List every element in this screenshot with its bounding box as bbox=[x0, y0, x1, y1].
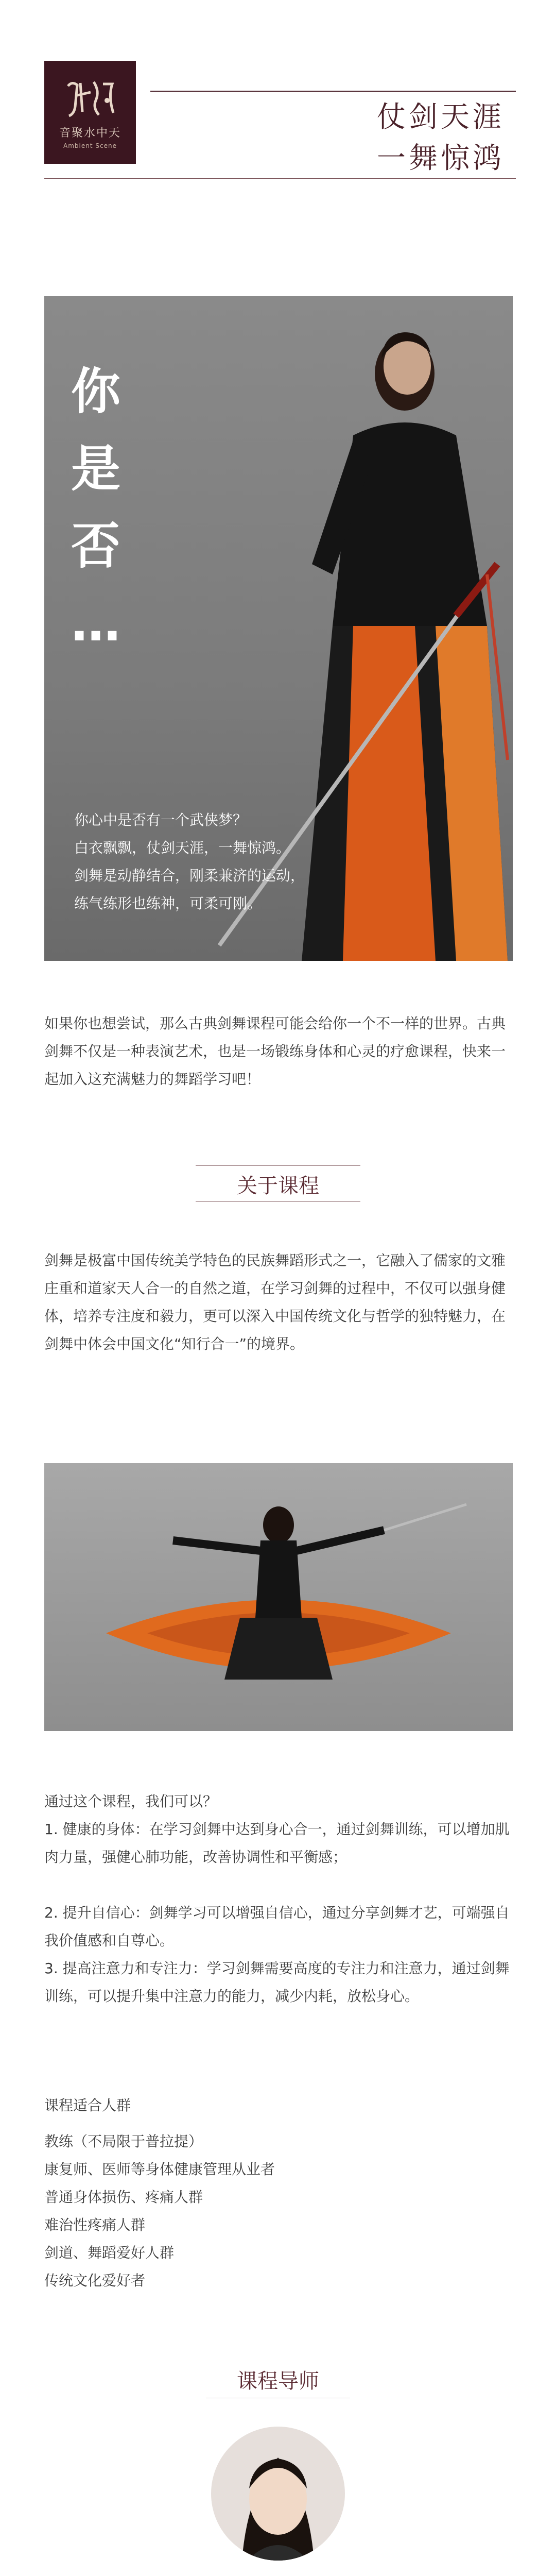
hero-headline bbox=[71, 353, 143, 662]
header-title-line1: 仗剑天涯 bbox=[377, 100, 505, 134]
audience-heading: 课程适合人群 bbox=[44, 2097, 131, 2114]
audience-item: 难治性疼痛人群 bbox=[44, 2216, 146, 2233]
benefit-item-3: 3. 提高注意力和专注力：学习剑舞需要高度的专注力和注意力，通过剑舞训练，可以提升集中注意力的能力，减少内耗，放松身心。 bbox=[44, 1960, 510, 2005]
benefit-item-2: 2. 提升自信心：剑舞学习可以增强自信心，通过分享剑舞才艺，可端强自我价值感和自尊心。 bbox=[44, 1904, 510, 1949]
hero-line-4: 练气练形也练神，可柔可刚。 bbox=[74, 895, 262, 912]
dancer-spin-illustration bbox=[44, 1463, 513, 1731]
hero-line-3: 剑舞是动静结合，刚柔兼济的运动， bbox=[74, 867, 305, 884]
benefits-heading: 通过这个课程，我们可以？ bbox=[44, 1793, 218, 1810]
audience-item: 剑道、舞蹈爱好人群 bbox=[44, 2244, 175, 2261]
logo-en-text: Ambient Scene bbox=[63, 142, 117, 149]
about-divider-bottom bbox=[196, 1201, 360, 1202]
hero-char-1: 你 bbox=[71, 363, 120, 420]
header-title-line2: 一舞惊鸿 bbox=[377, 142, 505, 175]
intro-paragraph: 如果你也想尝试，那么古典剑舞课程可能会给你一个不一样的世界。古典剑舞不仅是一种表演艺术，也是一场锻练身体和心灵的疗愈课程，快来一起加入这充满魅力的舞蹈学习吧！ bbox=[44, 1015, 506, 1088]
hero-line-1: 你心中是否有一个武侠梦？ bbox=[74, 811, 248, 828]
header-divider bbox=[150, 91, 516, 92]
audience-item: 康复师、医师等身体健康管理从业者 bbox=[44, 2161, 275, 2178]
benefit-item-1: 1. 健康的身体：在学习剑舞中达到身心合一，通过剑舞训练，可以增加肌肉力量，强健心肺功能，改善协调性和平衡感； bbox=[44, 1821, 510, 1866]
mentor-avatar bbox=[211, 2427, 345, 2561]
mentor-title: 课程导师 bbox=[237, 2369, 319, 2393]
hero-photo bbox=[44, 296, 513, 961]
logo-calligraphy-icon bbox=[62, 76, 118, 120]
audience-list bbox=[44, 2128, 513, 2295]
brand-logo bbox=[44, 61, 136, 164]
hero-char-4: … bbox=[71, 595, 120, 652]
hero-char-2: 是 bbox=[71, 440, 120, 498]
about-divider-top bbox=[196, 1165, 360, 1166]
about-title: 关于课程 bbox=[237, 1174, 319, 1198]
hero-copy bbox=[74, 806, 342, 918]
logo-cn-text: 音聚水中天 bbox=[59, 126, 121, 140]
mentor-portrait-icon bbox=[211, 2427, 345, 2561]
audience-item: 传统文化爱好者 bbox=[44, 2272, 146, 2289]
dancer-photo-2 bbox=[44, 1463, 513, 1731]
audience-item: 教练（不局限于普拉提） bbox=[44, 2133, 203, 2150]
header-divider-bottom bbox=[44, 178, 516, 179]
hero-char-3: 否 bbox=[71, 517, 120, 575]
hero-line-2: 白衣飘飘，仗剑天涯，一舞惊鸿。 bbox=[74, 839, 291, 856]
about-paragraph: 剑舞是极富中国传统美学特色的民族舞蹈形式之一，它融入了儒家的文雅庄重和道家天人合一的自然之道，在学习剑舞的过程中，不仅可以强身健体，培养专注度和毅力，更可以深入中国传统文化与哲学的独特魅力，在剑舞中体会中国文化“知行合一”的境界。 bbox=[44, 1252, 506, 1352]
audience-item: 普通身体损伤、疼痛人群 bbox=[44, 2189, 203, 2206]
